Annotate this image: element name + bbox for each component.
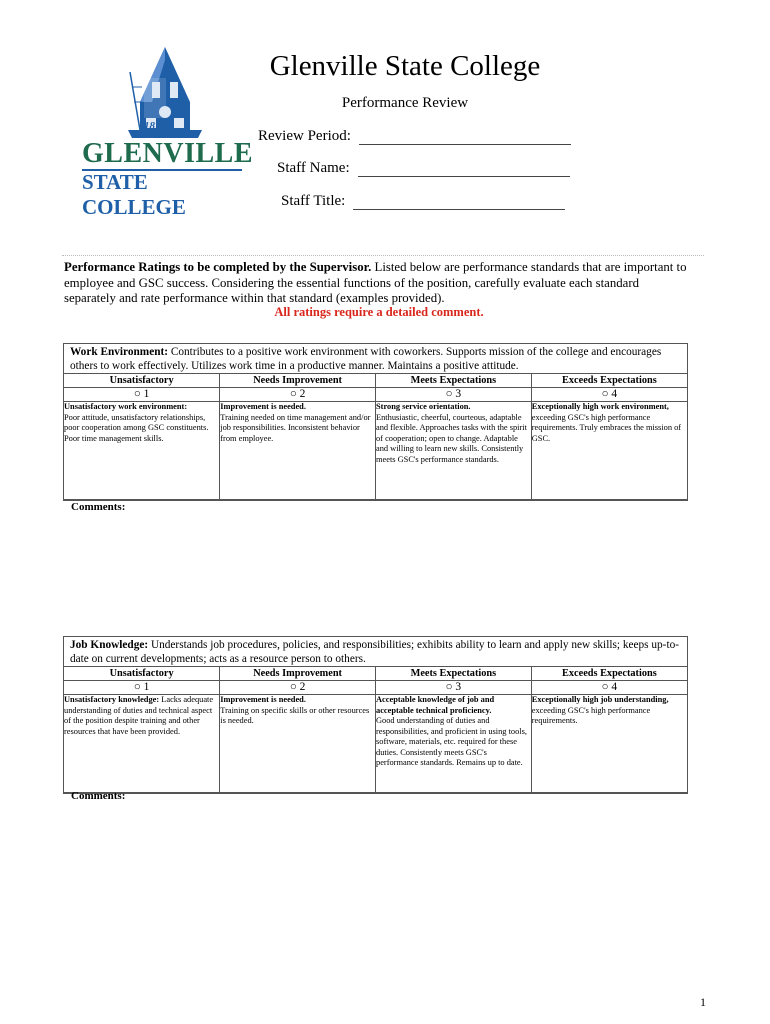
description-text: Good understanding of duties and responsibilities, and proficient in using tools, software, materials, etc. required for these duties. Consistently meets GSC's performance standards. Remains up to date.: [376, 716, 527, 767]
staff-name-line[interactable]: [358, 175, 570, 177]
required-notice: All ratings require a detailed comment.: [274, 305, 484, 319]
intro-text: Listed below are performance standards that are important to employee and GSC success. Considering the essential functions of the position, carefully evaluate each standard separately and rate performance within that standard (examples provided).: [64, 260, 687, 305]
section-title: Job Knowledge:: [70, 639, 149, 651]
column-header: Exceeds Expectations: [531, 374, 687, 388]
staff-name-field[interactable]: [277, 160, 570, 177]
section-header: [64, 637, 687, 666]
review-period-label: Review Period:: [258, 128, 351, 144]
rating-description: [531, 695, 687, 793]
description-text: Poor attitude, unsatisfactory relationships, poor cooperation among GSC constituents. Poor time management skills.: [64, 412, 209, 443]
section-description: Understands job procedures, policies, and responsibilities; exhibits ability to learn and apply new skills; keeps up-to-date on current developments; acts as a resource person to others.: [70, 639, 679, 665]
rating-radio-2[interactable]: ○ 2: [220, 388, 376, 402]
rating-table: [64, 666, 687, 793]
description-bold: Unsatisfactory knowledge:: [64, 695, 160, 704]
page-title: Glenville State College: [269, 50, 541, 82]
description-text: Lacks adequate understanding of duties and technical aspect of the position despite training and other resources that have been provided.: [64, 695, 214, 736]
staff-name-label: Staff Name:: [277, 160, 350, 176]
section-work-environment: [63, 343, 688, 501]
logo-name-line1: GLENVILLE: [82, 138, 253, 169]
header-divider: [62, 255, 704, 256]
description-bold: Exceptionally high work environment,: [531, 402, 669, 411]
rating-description: [531, 402, 687, 500]
rating-radio-2[interactable]: ○ 2: [220, 681, 376, 695]
rating-radio-4[interactable]: ○ 4: [531, 388, 687, 402]
column-header: Exceeds Expectations: [531, 667, 687, 681]
description-text: Training needed on time management and/or job responsibilities. Inconsistent behavior from employee.: [220, 412, 371, 443]
rating-description: [220, 695, 376, 793]
description-bold: Strong service orientation.: [376, 402, 471, 411]
logo-name-line2: STATE COLLEGE: [82, 170, 186, 219]
page-number: 1: [700, 995, 706, 1009]
section-job-knowledge: [63, 636, 688, 794]
rating-radio-3[interactable]: ○ 3: [376, 681, 532, 695]
description-text: exceeding GSC's high performance requirements.: [531, 705, 651, 725]
description-text: Enthusiastic, cheerful, courteous, adaptable and flexible. Approaches tasks with the spirit of cooperation; open to change. Adaptable and willing to learn new skills. Consistently meets GSC's performance standards.: [376, 412, 527, 464]
staff-title-label: Staff Title:: [281, 193, 346, 209]
rating-description: [376, 695, 532, 793]
description-text: exceeding GSC's high performance requirements. Truly embraces the mission of GSC.: [531, 412, 682, 443]
rating-radio-1[interactable]: ○ 1: [64, 681, 220, 695]
comments-label: Comments:: [71, 790, 126, 802]
rating-description: [64, 695, 220, 793]
rating-description: [376, 402, 532, 500]
description-text: Training on specific skills or other resources is needed.: [220, 705, 370, 725]
page-subtitle: Performance Review: [341, 95, 469, 111]
rating-description: [220, 402, 376, 500]
column-header: Unsatisfactory: [64, 667, 220, 681]
description-bold: Acceptable knowledge of job and acceptable technical proficiency.: [376, 695, 495, 715]
rating-radio-4[interactable]: ○ 4: [531, 681, 687, 695]
description-bold: Improvement is needed.: [220, 695, 306, 704]
column-header: Meets Expectations: [376, 667, 532, 681]
section-title: Work Environment:: [70, 346, 169, 358]
section-description: Contributes to a positive work environment with coworkers. Supports mission of the college and encourages others to work effectively. Utilizes work time in a productive manner. Maintains a positive attitude.: [70, 346, 662, 372]
logo-year: 1872: [144, 120, 166, 132]
staff-title-line[interactable]: [353, 208, 565, 210]
college-logo: [80, 42, 253, 219]
rating-radio-3[interactable]: ○ 3: [376, 388, 532, 402]
intro-paragraph: [64, 260, 694, 307]
staff-title-field[interactable]: [281, 193, 565, 210]
comments-label: Comments:: [71, 501, 126, 513]
description-bold: Exceptionally high job understanding,: [531, 695, 669, 704]
column-header: Needs Improvement: [220, 667, 376, 681]
column-header: Meets Expectations: [376, 374, 532, 388]
description-bold: Unsatisfactory work environment:: [64, 402, 188, 411]
section-header: [64, 344, 687, 373]
review-period-line[interactable]: [359, 143, 571, 145]
intro-bold: Performance Ratings to be completed by the Supervisor.: [64, 260, 372, 274]
rating-radio-1[interactable]: ○ 1: [64, 388, 220, 402]
description-bold: Improvement is needed.: [220, 402, 306, 411]
rating-table: [64, 373, 687, 500]
rating-description: [64, 402, 220, 500]
review-period-field[interactable]: [258, 128, 571, 145]
column-header: Needs Improvement: [220, 374, 376, 388]
column-header: Unsatisfactory: [64, 374, 220, 388]
